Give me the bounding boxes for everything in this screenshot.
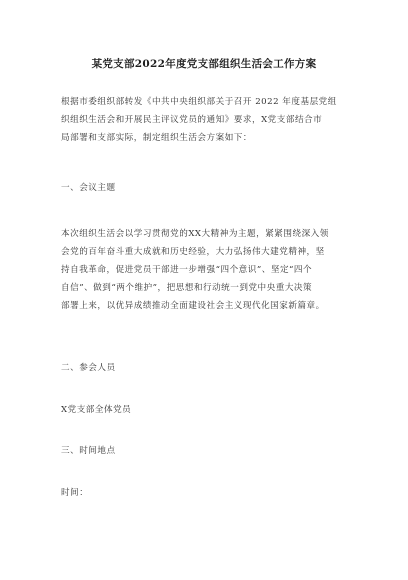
intro-paragraph	[61, 93, 351, 147]
time-label: 时间：	[61, 488, 89, 498]
intro-line: 织组织生活会和开展民主评议党员的通知》要求，X党支部结合市	[61, 115, 323, 125]
section-heading-topic: 一、会议主题	[61, 183, 116, 193]
document-title: 某党支部2022年度党支部组织生活会工作方案	[91, 58, 317, 70]
section-heading-time-place: 三、时间地点	[61, 446, 116, 456]
topic-line: 持自我革命，促进党员干部进一步增强“四个意识”、坚定“四个	[61, 265, 313, 275]
topic-line: 本次组织生活会以学习贯彻党的XX大精神为主题，紧紧围绕深入领	[61, 229, 329, 239]
topic-paragraph	[61, 225, 351, 315]
intro-line: 局部署和支部实际，制定组织生活会方案如下：	[61, 133, 252, 143]
attendees-text: X党支部全体党员	[61, 405, 132, 415]
intro-line: 根据市委组织部转发《中共中央组织部关于召开 2022 年度基层党组	[61, 97, 337, 107]
topic-line: 自信”、做到“两个维护”，把思想和行动统一到党中央重大决策	[61, 283, 313, 293]
section-heading-attendees: 二、参会人员	[61, 363, 116, 373]
topic-line: 会党的百年奋斗重大成就和历史经验，大力弘扬伟大建党精神，坚	[61, 247, 325, 257]
topic-line: 部署上来，以优异成绩推动全面建设社会主义现代化国家新篇章。	[61, 301, 325, 311]
